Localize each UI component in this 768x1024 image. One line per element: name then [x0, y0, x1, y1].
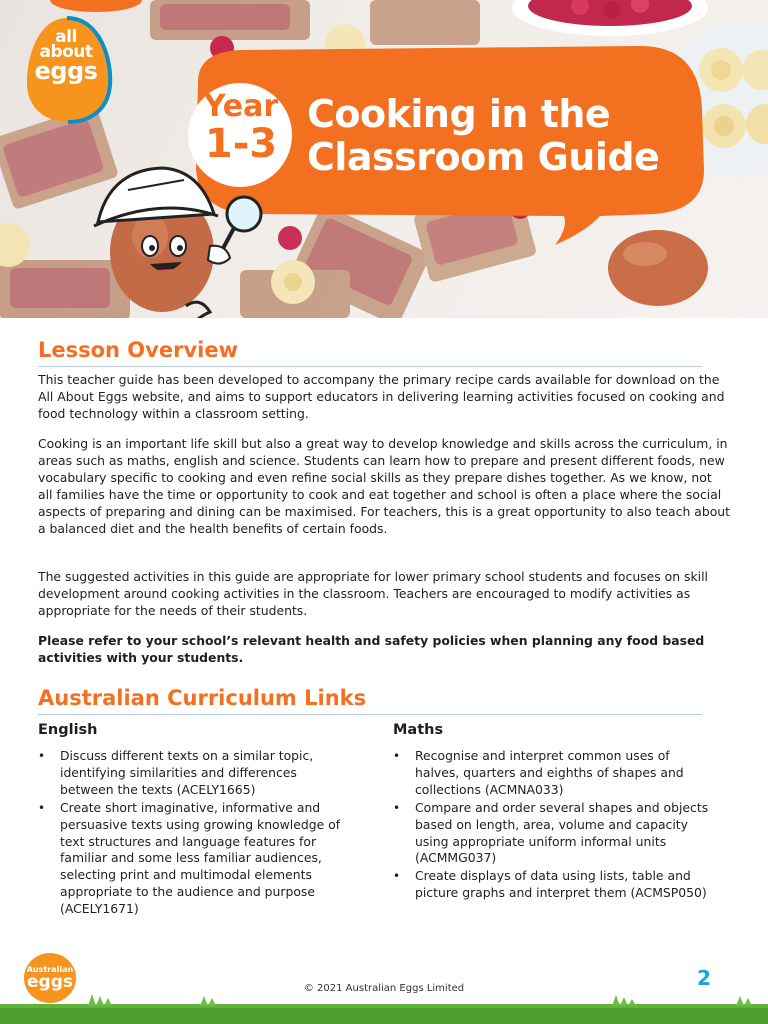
english-item: • Discuss different texts on a similar topic, identifying similarities and differences between the texts (ACELY1665) [38, 748, 354, 799]
title-line-1: Cooking in the [307, 92, 611, 136]
page-number: 2 [697, 966, 711, 990]
copyright-text: © 2021 Australian Eggs Limited [303, 983, 465, 994]
overview-paragraph-3: The suggested activities in this guide are appropriate for lower primary school students and focuses on skill development around cooking activities in the classroom. Teachers are encouraged to modify activities as appropriate for the needs of their students. [38, 569, 708, 618]
logo-word-australian: Australian [26, 965, 74, 974]
raspberry-bowl [512, 0, 708, 36]
logo-word-eggs: eggs [34, 57, 98, 85]
maths-column [393, 748, 709, 903]
brown-egg [608, 230, 708, 306]
all-about-eggs-logo-text [26, 27, 106, 85]
hero-banner [0, 0, 768, 318]
overview-paragraph-2: Cooking is an important life skill but also a great way to develop knowledge and skills across the curriculum, in areas such as maths, english and science. Students can learn how to prepare and present different foods, new vocabulary specific to cooking and even refine social skills as they prepare dishes together. As we know, not all families have the time or opportunity to cook and eat together and school is often a place where the social aspects of preparing and dining can be maximised. For teachers, this is a great opportunity to also teach about a balanced diet and the health benefits of certain foods. [38, 436, 730, 536]
safety-notice: Please refer to your school’s relevant health and safety policies when planning any food based activities with your students. [38, 633, 705, 665]
logo-word-all: all [55, 27, 77, 47]
maths-item: • Recognise and interpret common uses of halves, quarters and eighths of shapes and collections (ACMNA033) [393, 748, 709, 799]
logo-word-about: about [39, 42, 93, 62]
maths-item: • Create displays of data using lists, table and picture graphs and interpret them (ACMSP050) [393, 868, 709, 902]
english-heading: English [38, 722, 98, 738]
maths-heading: Maths [393, 722, 444, 738]
english-item: • Create short imaginative, informative and persuasive texts using growing knowledge of text structures and language features for familiar and some less familiar audiences, selecting print and multimodal elements appropriate to the audience and purpose (ACELY1671) [38, 800, 354, 918]
grass-footer [0, 992, 768, 1024]
year-label: Year [203, 89, 279, 124]
logo-word-eggs-small: eggs [27, 972, 73, 992]
lesson-overview-heading: Lesson Overview [38, 336, 702, 367]
year-level [192, 89, 290, 167]
year-range: 1-3 [204, 121, 278, 167]
title-line-2: Classroom Guide [307, 135, 660, 179]
english-column [38, 748, 354, 919]
overview-paragraph-1: This teacher guide has been developed to accompany the primary recipe cards available for download on the All About Eggs website, and aims to support educators in delivering learning activities focused on cooking and food technology within a classroom setting. [38, 372, 725, 421]
maths-item: • Compare and order several shapes and objects based on length, area, volume and capacity using appropriate uniform informal units (ACMMG037) [393, 800, 709, 868]
maths-list [393, 748, 709, 902]
page-title [307, 93, 707, 179]
curriculum-links-heading: Australian Curriculum Links [38, 684, 702, 715]
english-list [38, 748, 354, 918]
